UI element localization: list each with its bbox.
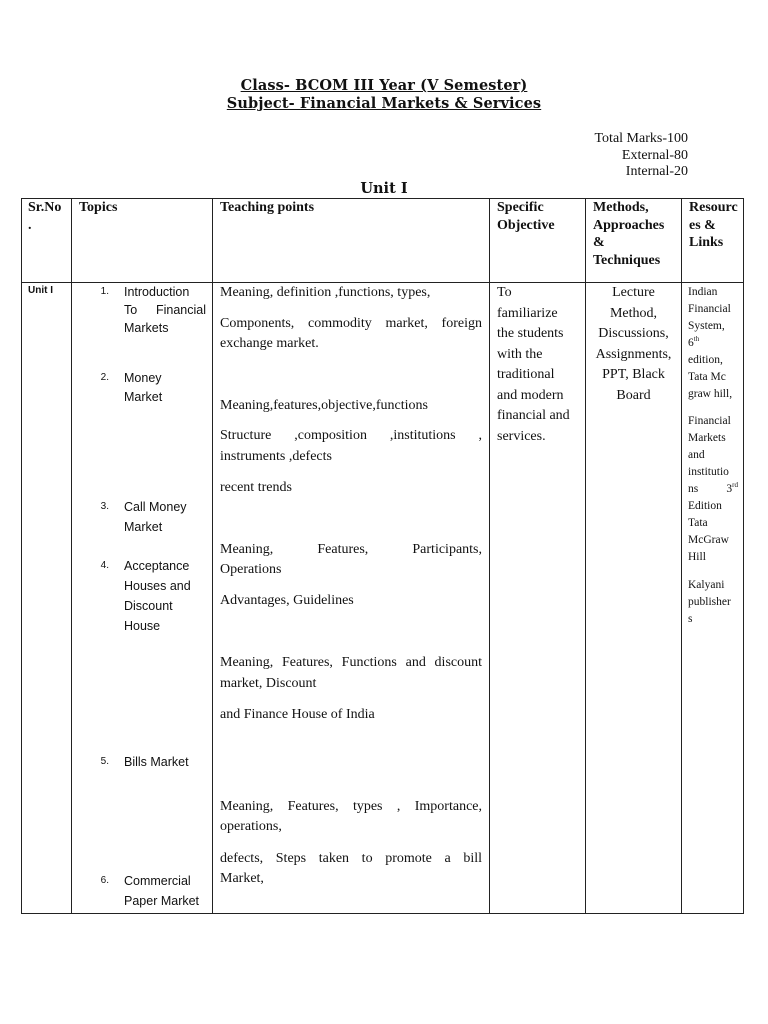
teaching-point: Advantages, Guidelines bbox=[220, 593, 354, 608]
topic-line: Markets bbox=[124, 321, 169, 335]
col-border bbox=[743, 198, 744, 914]
header-specific-objective: Specific Objective bbox=[497, 200, 555, 233]
header-resources: Resourc es & Links bbox=[689, 200, 738, 250]
topic-number: 1. bbox=[100, 286, 109, 297]
topic-line: To Financial bbox=[124, 303, 206, 317]
topic-line: Market bbox=[124, 390, 163, 404]
topic-number: 4. bbox=[100, 560, 109, 571]
topic-line: Commercial bbox=[124, 874, 191, 888]
unit-label: Unit I bbox=[28, 285, 53, 296]
col-border bbox=[489, 198, 490, 914]
total-marks: Total Marks-100 bbox=[594, 131, 688, 146]
header-methods: Methods, Approaches & Techniques bbox=[593, 200, 665, 268]
topic-line: Market bbox=[124, 520, 163, 534]
class-heading: Class- BCOM III Year (V Semester) bbox=[240, 77, 528, 94]
topic-line: Introduction bbox=[124, 285, 190, 299]
specific-objective-cell: To familiarize the students with the traditional and modern financial and services. bbox=[497, 285, 570, 444]
teaching-point: operations, bbox=[220, 819, 282, 834]
topic-line: House bbox=[124, 619, 161, 633]
unit-title: Unit I bbox=[360, 180, 408, 197]
col-border bbox=[71, 198, 72, 914]
teaching-point: Operations bbox=[220, 562, 282, 577]
col-border bbox=[21, 198, 22, 914]
header-teaching-points: Teaching points bbox=[220, 200, 315, 215]
teaching-point: Meaning, Features, Participants, bbox=[220, 542, 482, 557]
col-border bbox=[681, 198, 682, 914]
document-page: Class- BCOM III Year (V Semester) Subject- Financial Markets & Services Total Marks-100 External-80 Internal-20 Unit I Sr.No . Topics Teaching points Specific Objective Methods, Approaches & Techniques Resourc es & Links Unit I 1. Introduction To Financial Markets 2. Money Market 3. Call Money Market 4. Acceptance Houses and Discount House 5. Bills Market 6. Commercial Paper Market Meaning, definition ,functions, types, Components, commodity market, foreign exchange market. Meaning,features,objective,functions Structure ,composition ,institutions , instruments ,defects recent trends Meaning, Features, Participants, Operations Advantages, Guidelines Meaning, Features, Functions and discount market, Discount and Finance House of India Meaning, Features, types , Importance, operations, defects, Steps taken to promote a bill Market, To familiarize the students with the traditional and modern financial and services. Lecture Method, Discussions, Assignments, PPT, Black Board Indian Financial System, 6th edition, Tata Mc graw hill, Financial Markets and institutio ns 3rd Edition Tata McGraw Hill Kalyani publisher s bbox=[0, 0, 768, 1024]
teaching-point: market, Discount bbox=[220, 676, 317, 691]
methods-cell: Lecture Method, Discussions, Assignments, PPT, Black Board bbox=[595, 285, 672, 403]
topic-line: Money bbox=[124, 371, 162, 385]
topic-number: 5. bbox=[100, 756, 109, 767]
header-srno: Sr.No . bbox=[28, 200, 62, 233]
subject-heading: Subject- Financial Markets & Services bbox=[226, 95, 542, 112]
teaching-point: Meaning, Features, Functions and discount bbox=[220, 655, 482, 670]
col-border bbox=[212, 198, 213, 914]
teaching-point: Components, commodity market, foreign bbox=[220, 316, 482, 331]
topic-number: 6. bbox=[100, 875, 109, 886]
teaching-point: instruments ,defects bbox=[220, 449, 332, 464]
header-topics: Topics bbox=[79, 200, 118, 215]
topic-number: 3. bbox=[100, 501, 109, 512]
internal-marks: Internal-20 bbox=[625, 164, 688, 179]
topic-line: Acceptance bbox=[124, 559, 190, 573]
teaching-point: Meaning,features,objective,functions bbox=[220, 398, 428, 413]
teaching-point: Meaning, Features, types , Importance, bbox=[220, 799, 482, 814]
marks-block bbox=[594, 131, 688, 181]
topic-number: 2. bbox=[100, 372, 109, 383]
teaching-point: Market, bbox=[220, 871, 264, 886]
topic-line: Discount bbox=[124, 599, 173, 613]
table-bottom-border bbox=[21, 913, 744, 914]
topic-line: Paper Market bbox=[124, 894, 200, 908]
teaching-point: exchange market. bbox=[220, 336, 319, 351]
topic-line: Bills Market bbox=[124, 755, 189, 769]
teaching-point: Meaning, definition ,functions, types, bbox=[220, 285, 431, 300]
teaching-point: defects, Steps taken to promote a bill bbox=[220, 851, 482, 866]
external-marks: External-80 bbox=[621, 147, 688, 163]
topic-line: Houses and bbox=[124, 579, 191, 593]
teaching-point: recent trends bbox=[220, 480, 292, 495]
teaching-point: and Finance House of India bbox=[220, 707, 375, 722]
topic-line: Call Money bbox=[124, 500, 187, 514]
teaching-point: Structure ,composition ,institutions , bbox=[220, 428, 482, 443]
